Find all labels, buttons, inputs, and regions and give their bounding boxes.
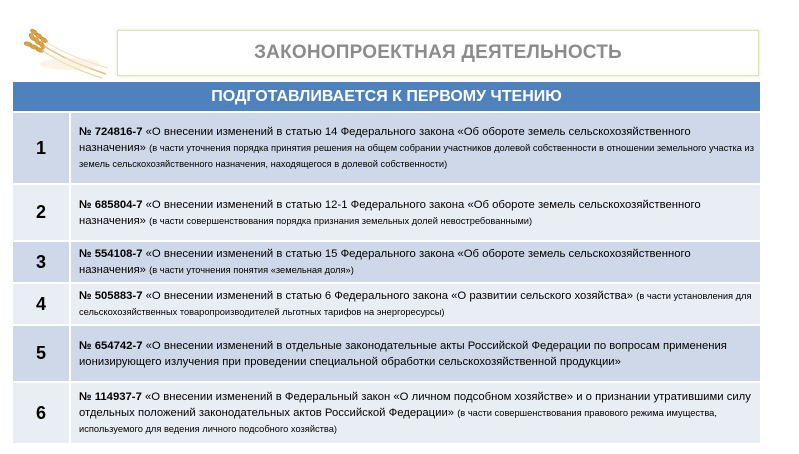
law-note: (в части установления для сельскохозяйственных товаропроизводителей льготных тарифов на энергоресурсы) [79,291,752,317]
wheat-logo-icon [14,22,110,82]
law-number: № 114937-7 [79,391,142,403]
law-note: (в части совершенствования порядка признания земельных долей невостребованными) [149,215,533,226]
row-index: 1 [13,112,70,184]
law-note: (в части совершенствования правового режима имущества, используемого для ведения личного подсобного хозяйства) [79,408,717,434]
table-row [13,325,760,382]
table-row [13,241,760,283]
row-text [70,283,760,325]
law-note: (в части уточнения понятия «земельная доля») [149,265,354,275]
row-text [70,184,760,241]
law-description: «О внесении изменений в статью 12-1 Федерального закона «Об обороте земель сельскохозяйственного назначения» [79,198,701,227]
table-header: ПОДГОТАВЛИВАЕТСЯ К ПЕРВОМУ ЧТЕНИЮ [13,82,760,112]
table-row [13,112,760,184]
row-text [70,241,760,283]
law-number: № 505883-7 [79,290,143,302]
row-index: 3 [13,241,70,283]
table-row [13,382,760,444]
row-text [70,325,760,382]
page-title: ЗАКОНОПРОЕКТНАЯ ДЕЯТЕЛЬНОСТЬ [254,42,622,63]
law-number: № 685804-7 [79,198,143,211]
row-index: 2 [13,184,70,241]
row-text [70,382,760,444]
law-note: (в части уточнения порядка принятия решения на общем собрании участников долевой собственности в отношении земельного участка из земель сельскохозяйственного назначения, находящегося в долевой собственности) [79,143,754,169]
row-index: 4 [13,283,70,325]
law-number: № 654742-7 [79,339,143,352]
law-number: № 724816-7 [79,126,143,138]
law-number: № 554108-7 [79,248,143,260]
bills-table [13,82,760,445]
table-header-row [13,82,760,112]
table-row [13,184,760,241]
law-description: «О внесении изменений в статью 14 Федерального закона «Об обороте земель сельскохозяйственного назначения» [79,126,691,154]
row-index: 6 [13,382,70,444]
law-description: «О внесении изменений в отдельные законодательные акты Российской Федерации по вопросам применения ионизирующего излучения при проведении специальной обработки сельскохозяйственной продукции» [79,339,727,368]
law-description: «О внесении изменений в Федеральный закон «О личном подсобном хозяйстве» и о признании утратившими силу отдельных положений законодательных актов Российской Федерации» [79,391,751,419]
law-description: «О внесении изменений в статью 15 Федерального закона «Об обороте земель сельскохозяйственного назначения» [79,248,691,276]
title-box [117,30,759,76]
law-description: «О внесении изменений в статью 6 Федерального закона «О развитии сельского хозяйства» [142,290,637,302]
row-text [70,112,760,184]
table-row [13,283,760,325]
row-index: 5 [13,325,70,382]
